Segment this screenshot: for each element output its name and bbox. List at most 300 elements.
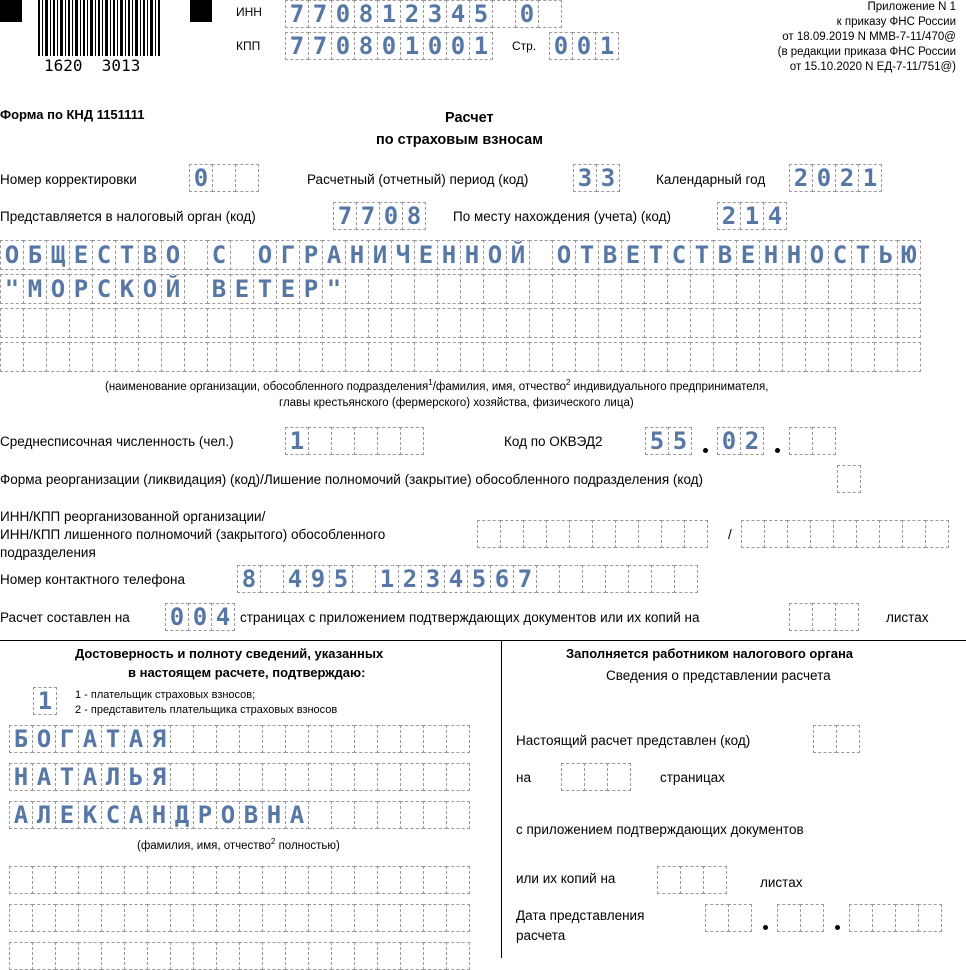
year-label: Календарный год xyxy=(656,172,766,187)
appendix-line: Приложение N 1 xyxy=(867,1,956,13)
date-year-cells[interactable] xyxy=(849,904,941,932)
char-cell xyxy=(437,342,461,372)
char-cell: В xyxy=(138,240,162,270)
char-cell xyxy=(828,308,852,338)
char-cell xyxy=(32,942,56,970)
kpp-label: КПП xyxy=(236,39,261,53)
corner-marker-right xyxy=(190,0,212,22)
char-cell xyxy=(874,308,898,338)
char-cell: Й xyxy=(161,274,185,304)
char-cell: А xyxy=(124,725,148,753)
char-cell: О xyxy=(32,725,56,753)
char-cell xyxy=(789,603,813,631)
char-cell xyxy=(235,164,259,192)
char-cell xyxy=(101,904,125,932)
char-cell xyxy=(161,308,185,338)
char-cell xyxy=(460,308,484,338)
char-cell xyxy=(736,274,760,304)
char-cell: О xyxy=(253,240,277,270)
char-cell: А xyxy=(322,240,346,270)
char-cell: Г xyxy=(55,725,79,753)
char-cell xyxy=(874,274,898,304)
char-cell xyxy=(897,274,921,304)
char-cell xyxy=(230,240,254,270)
char-cell xyxy=(690,342,714,372)
okved-dot xyxy=(703,448,708,453)
char-cell xyxy=(377,763,401,791)
char-cell xyxy=(308,801,332,829)
char-cell: 7 xyxy=(513,565,537,593)
char-cell xyxy=(529,308,553,338)
char-cell: А xyxy=(285,801,309,829)
phone-cells[interactable] xyxy=(237,565,697,593)
char-cell xyxy=(69,308,93,338)
char-cell xyxy=(193,763,217,791)
char-cell: 0 xyxy=(717,427,741,455)
char-cell: И xyxy=(368,240,392,270)
char-cell xyxy=(538,0,562,28)
char-cell xyxy=(23,342,47,372)
char-cell xyxy=(872,904,896,932)
char-cell: 0 xyxy=(331,32,355,60)
headcount-label: Среднесписочная численность (чел.) xyxy=(0,434,234,449)
footnote-ref: 2 xyxy=(565,378,571,387)
char-cell xyxy=(115,342,139,372)
char-cell xyxy=(651,565,675,593)
date-day-cells[interactable] xyxy=(705,904,751,932)
char-cell xyxy=(506,308,530,338)
char-cell xyxy=(615,520,639,548)
char-cell: 0 xyxy=(379,202,403,230)
rep-row-1[interactable] xyxy=(9,866,469,894)
patronymic-cells[interactable] xyxy=(9,801,469,829)
char-cell xyxy=(437,274,461,304)
char-cell xyxy=(644,342,668,372)
char-cell xyxy=(391,342,415,372)
char-cell xyxy=(322,342,346,372)
char-cell xyxy=(9,942,33,970)
char-cell xyxy=(446,725,470,753)
char-cell: А xyxy=(32,763,56,791)
char-cell xyxy=(400,801,424,829)
reorg-inn-label-3: подразделения xyxy=(0,545,96,560)
char-cell xyxy=(703,866,727,894)
char-cell: 0 xyxy=(189,164,213,192)
char-cell xyxy=(856,520,880,548)
char-cell xyxy=(529,274,553,304)
char-cell xyxy=(684,520,708,548)
char-cell: Е xyxy=(736,240,760,270)
char-cell xyxy=(23,308,47,338)
char-cell: Н xyxy=(759,240,783,270)
char-cell xyxy=(147,904,171,932)
kpp-cells xyxy=(285,32,492,60)
char-cell: Т xyxy=(115,240,139,270)
char-cell xyxy=(0,308,24,338)
char-cell: 1 xyxy=(375,565,399,593)
char-cell: 0 xyxy=(446,32,470,60)
char-cell: Л xyxy=(32,801,56,829)
char-cell xyxy=(529,240,553,270)
char-cell: Б xyxy=(9,725,33,753)
char-cell: 2 xyxy=(835,164,859,192)
char-cell xyxy=(895,904,919,932)
char-cell xyxy=(423,725,447,753)
org-name-row-1[interactable] xyxy=(0,240,920,270)
inn-label: ИНН xyxy=(236,5,262,19)
char-cell xyxy=(446,801,470,829)
char-cell xyxy=(713,274,737,304)
char-cell: 8 xyxy=(354,32,378,60)
char-cell xyxy=(216,866,240,894)
char-cell xyxy=(262,763,286,791)
pages-cells[interactable] xyxy=(165,603,234,631)
char-cell xyxy=(874,342,898,372)
char-cell xyxy=(124,904,148,932)
char-cell xyxy=(193,904,217,932)
char-cell xyxy=(354,801,378,829)
tax-authority-cells[interactable] xyxy=(333,202,425,230)
char-cell xyxy=(598,274,622,304)
char-cell: 1 xyxy=(740,202,764,230)
char-cell xyxy=(345,342,369,372)
char-cell xyxy=(423,801,447,829)
char-cell xyxy=(400,427,424,455)
char-cell xyxy=(902,520,926,548)
char-cell: Н xyxy=(262,801,286,829)
confirm-title-2: в настоящем расчете, подтверждаю: xyxy=(128,665,366,680)
char-cell xyxy=(239,904,263,932)
char-cell: Щ xyxy=(46,240,70,270)
char-cell: Д xyxy=(170,801,194,829)
date-dot xyxy=(763,925,768,930)
char-cell: С xyxy=(828,240,852,270)
char-cell xyxy=(851,342,875,372)
char-cell xyxy=(377,801,401,829)
okved-cells-2[interactable] xyxy=(717,427,763,455)
char-cell xyxy=(230,308,254,338)
char-cell: Р xyxy=(193,801,217,829)
char-cell xyxy=(345,274,369,304)
char-cell: О xyxy=(552,240,576,270)
char-cell xyxy=(400,942,424,970)
char-cell xyxy=(423,942,447,970)
char-cell: Т xyxy=(101,725,125,753)
phone-label: Номер контактного телефона xyxy=(0,572,186,587)
char-cell xyxy=(92,308,116,338)
char-cell: М xyxy=(23,274,47,304)
date-month-cells[interactable] xyxy=(777,904,823,932)
char-cell: 1 xyxy=(400,32,424,60)
char-cell xyxy=(667,308,691,338)
org-name-row-3[interactable] xyxy=(0,308,920,338)
char-cell: Г xyxy=(276,240,300,270)
char-cell xyxy=(170,904,194,932)
char-cell xyxy=(147,942,171,970)
char-cell xyxy=(483,342,507,372)
char-cell xyxy=(851,308,875,338)
char-cell xyxy=(607,763,631,791)
char-cell: Ь xyxy=(124,763,148,791)
char-cell xyxy=(377,942,401,970)
okved-dot xyxy=(775,448,780,453)
char-cell: Е xyxy=(69,240,93,270)
char-cell: О xyxy=(483,240,507,270)
reorg-cell[interactable] xyxy=(837,465,860,493)
char-cell xyxy=(414,308,438,338)
fio-caption xyxy=(137,837,340,853)
char-cell: В xyxy=(207,274,231,304)
char-cell: Р xyxy=(299,274,323,304)
char-cell: Т xyxy=(690,240,714,270)
rep-row-3[interactable] xyxy=(9,942,469,970)
char-cell xyxy=(239,763,263,791)
char-cell: Р xyxy=(299,240,323,270)
char-cell: 2 xyxy=(717,202,741,230)
char-cell xyxy=(644,274,668,304)
okved-cells-3[interactable] xyxy=(789,427,835,455)
char-cell xyxy=(690,274,714,304)
char-cell xyxy=(352,565,376,593)
char-cell: 1 xyxy=(469,32,493,60)
char-cell: 5 xyxy=(645,427,669,455)
char-cell xyxy=(667,274,691,304)
appendix-line: (в редакции приказа ФНС России xyxy=(777,45,956,58)
char-cell xyxy=(690,308,714,338)
char-cell: В xyxy=(239,801,263,829)
presented-code-cells[interactable] xyxy=(813,725,859,753)
char-cell xyxy=(837,465,861,493)
sheets-cells[interactable] xyxy=(789,603,858,631)
char-cell xyxy=(584,763,608,791)
char-cell xyxy=(569,520,593,548)
char-cell: 5 xyxy=(668,427,692,455)
char-cell xyxy=(741,520,765,548)
char-cell xyxy=(805,342,829,372)
reorg-inn-label-1: ИНН/КПП реорганизованной организации/ xyxy=(0,509,266,524)
char-cell xyxy=(78,866,102,894)
okved-label: Код по ОКВЭД2 xyxy=(504,434,603,449)
char-cell: 7 xyxy=(308,0,332,28)
char-cell: С xyxy=(207,240,231,270)
char-cell xyxy=(92,342,116,372)
char-cell xyxy=(705,904,729,932)
char-cell xyxy=(728,904,752,932)
char-cell xyxy=(680,866,704,894)
char-cell xyxy=(170,942,194,970)
pages-mid-label: страницах с приложением подтверждающих документов или их копий на xyxy=(240,610,700,625)
appendix-line: от 18.09.2019 N ММВ-7-11/470@ xyxy=(782,30,956,43)
char-cell: К xyxy=(115,274,139,304)
reorg-inn-cells[interactable] xyxy=(477,520,707,548)
char-cell xyxy=(260,565,284,593)
char-cell xyxy=(782,308,806,338)
char-cell xyxy=(377,866,401,894)
tax-officer-title: Заполняется работником налогового органа xyxy=(566,646,854,661)
char-cell xyxy=(276,342,300,372)
reorg-inn-label-2: ИНН/КПП лишенного полномочий (закрытого) обособленного xyxy=(0,527,386,542)
char-cell: А xyxy=(9,801,33,829)
char-cell xyxy=(32,866,56,894)
char-cell xyxy=(460,342,484,372)
char-cell xyxy=(552,308,576,338)
char-cell xyxy=(805,274,829,304)
char-cell xyxy=(667,342,691,372)
char-cell xyxy=(446,942,470,970)
char-cell: 0 xyxy=(188,603,212,631)
period-cells[interactable] xyxy=(573,164,619,192)
appendix-line: от 15.10.2020 N ЕД-7-11/751@) xyxy=(789,60,956,73)
first-name-cells[interactable] xyxy=(9,763,469,791)
char-cell xyxy=(161,342,185,372)
fio-caption-part: (фамилия, имя, отчество xyxy=(137,839,271,852)
char-cell xyxy=(207,308,231,338)
org-name-row-4[interactable] xyxy=(0,342,920,372)
char-cell xyxy=(78,942,102,970)
char-cell xyxy=(918,904,942,932)
char-cell xyxy=(253,308,277,338)
year-cells[interactable] xyxy=(789,164,881,192)
char-cell: Ю xyxy=(897,240,921,270)
char-cell: Ч xyxy=(391,240,415,270)
char-cell: 1 xyxy=(33,687,57,715)
rep-row-2[interactable] xyxy=(9,904,469,932)
reorg-slash: / xyxy=(728,527,732,542)
barcode xyxy=(38,0,162,56)
signer-code-cell[interactable] xyxy=(33,687,56,715)
char-cell: С xyxy=(92,274,116,304)
char-cell xyxy=(446,904,470,932)
char-cell xyxy=(262,725,286,753)
signer-option-2: 2 - представитель плательщика страховых взносов xyxy=(75,704,338,716)
char-cell xyxy=(575,308,599,338)
char-cell xyxy=(184,274,208,304)
char-cell xyxy=(212,164,236,192)
char-cell xyxy=(414,274,438,304)
presented-pages-cells[interactable] xyxy=(561,763,630,791)
char-cell: Е xyxy=(276,274,300,304)
char-cell: С xyxy=(92,240,116,270)
char-cell xyxy=(331,904,355,932)
char-cell xyxy=(354,942,378,970)
char-cell: О xyxy=(805,240,829,270)
signer-option-1: 1 - плательщик страховых взносов; xyxy=(75,689,256,701)
char-cell xyxy=(460,274,484,304)
char-cell xyxy=(239,866,263,894)
reorg-kpp-cells[interactable] xyxy=(741,520,948,548)
char-cell xyxy=(262,904,286,932)
char-cell xyxy=(193,942,217,970)
char-cell: А xyxy=(78,763,102,791)
correction-label: Номер корректировки xyxy=(0,172,137,187)
char-cell: С xyxy=(101,801,125,829)
char-cell: 3 xyxy=(596,164,620,192)
char-cell xyxy=(787,520,811,548)
char-cell xyxy=(523,520,547,548)
char-cell xyxy=(216,904,240,932)
char-cell: " xyxy=(0,274,24,304)
copies-cells[interactable] xyxy=(657,866,726,894)
char-cell xyxy=(32,904,56,932)
char-cell: 0 xyxy=(165,603,189,631)
char-cell xyxy=(836,725,860,753)
char-cell: 1 xyxy=(595,32,619,60)
char-cell: Т xyxy=(55,763,79,791)
char-cell xyxy=(833,520,857,548)
char-cell: А xyxy=(78,725,102,753)
char-cell xyxy=(170,866,194,894)
char-cell xyxy=(529,342,553,372)
char-cell xyxy=(423,904,447,932)
section-divider xyxy=(0,640,966,641)
char-cell: Н xyxy=(437,240,461,270)
char-cell xyxy=(592,520,616,548)
char-cell xyxy=(828,342,852,372)
char-cell xyxy=(55,904,79,932)
char-cell: 3 xyxy=(421,565,445,593)
char-cell: О xyxy=(138,274,162,304)
char-cell xyxy=(285,725,309,753)
char-cell: 1 xyxy=(377,0,401,28)
char-cell: 7 xyxy=(285,32,309,60)
char-cell xyxy=(736,342,760,372)
char-cell xyxy=(193,866,217,894)
char-cell: Т xyxy=(253,274,277,304)
char-cell xyxy=(800,904,824,932)
footnote-ref: 1 xyxy=(428,378,433,387)
sheets-label: листах xyxy=(886,610,929,625)
char-cell xyxy=(184,240,208,270)
org-caption-part: индивидуального предпринимателя, xyxy=(570,380,769,393)
char-cell xyxy=(400,866,424,894)
okved-cells-1[interactable] xyxy=(645,427,691,455)
char-cell xyxy=(713,342,737,372)
pages-label: Расчет составлен на xyxy=(0,610,130,625)
char-cell xyxy=(368,274,392,304)
char-cell xyxy=(897,342,921,372)
char-cell xyxy=(621,308,645,338)
char-cell: 2 xyxy=(789,164,813,192)
char-cell xyxy=(285,763,309,791)
location-cells[interactable] xyxy=(717,202,786,230)
char-cell xyxy=(299,342,323,372)
char-cell: Й xyxy=(506,240,530,270)
org-name-row-2[interactable] xyxy=(0,274,920,304)
char-cell xyxy=(552,342,576,372)
char-cell xyxy=(628,565,652,593)
copies-sheets-label: листах xyxy=(760,875,803,890)
org-caption-part: /фамилия, имя, отчество xyxy=(432,380,566,393)
char-cell: 4 xyxy=(763,202,787,230)
correction-cells[interactable] xyxy=(189,164,258,192)
char-cell: Е xyxy=(230,274,254,304)
char-cell: В xyxy=(713,240,737,270)
char-cell xyxy=(239,725,263,753)
char-cell xyxy=(9,866,33,894)
char-cell xyxy=(285,866,309,894)
char-cell xyxy=(851,274,875,304)
char-cell xyxy=(789,427,813,455)
headcount-cells[interactable] xyxy=(285,427,423,455)
char-cell xyxy=(561,763,585,791)
char-cell xyxy=(400,763,424,791)
footnote-ref: 2 xyxy=(270,837,276,846)
char-cell xyxy=(812,427,836,455)
char-cell xyxy=(621,274,645,304)
presented-label: Настоящий расчет представлен (код) xyxy=(516,733,751,748)
last-name-cells[interactable] xyxy=(9,725,469,753)
char-cell xyxy=(216,763,240,791)
